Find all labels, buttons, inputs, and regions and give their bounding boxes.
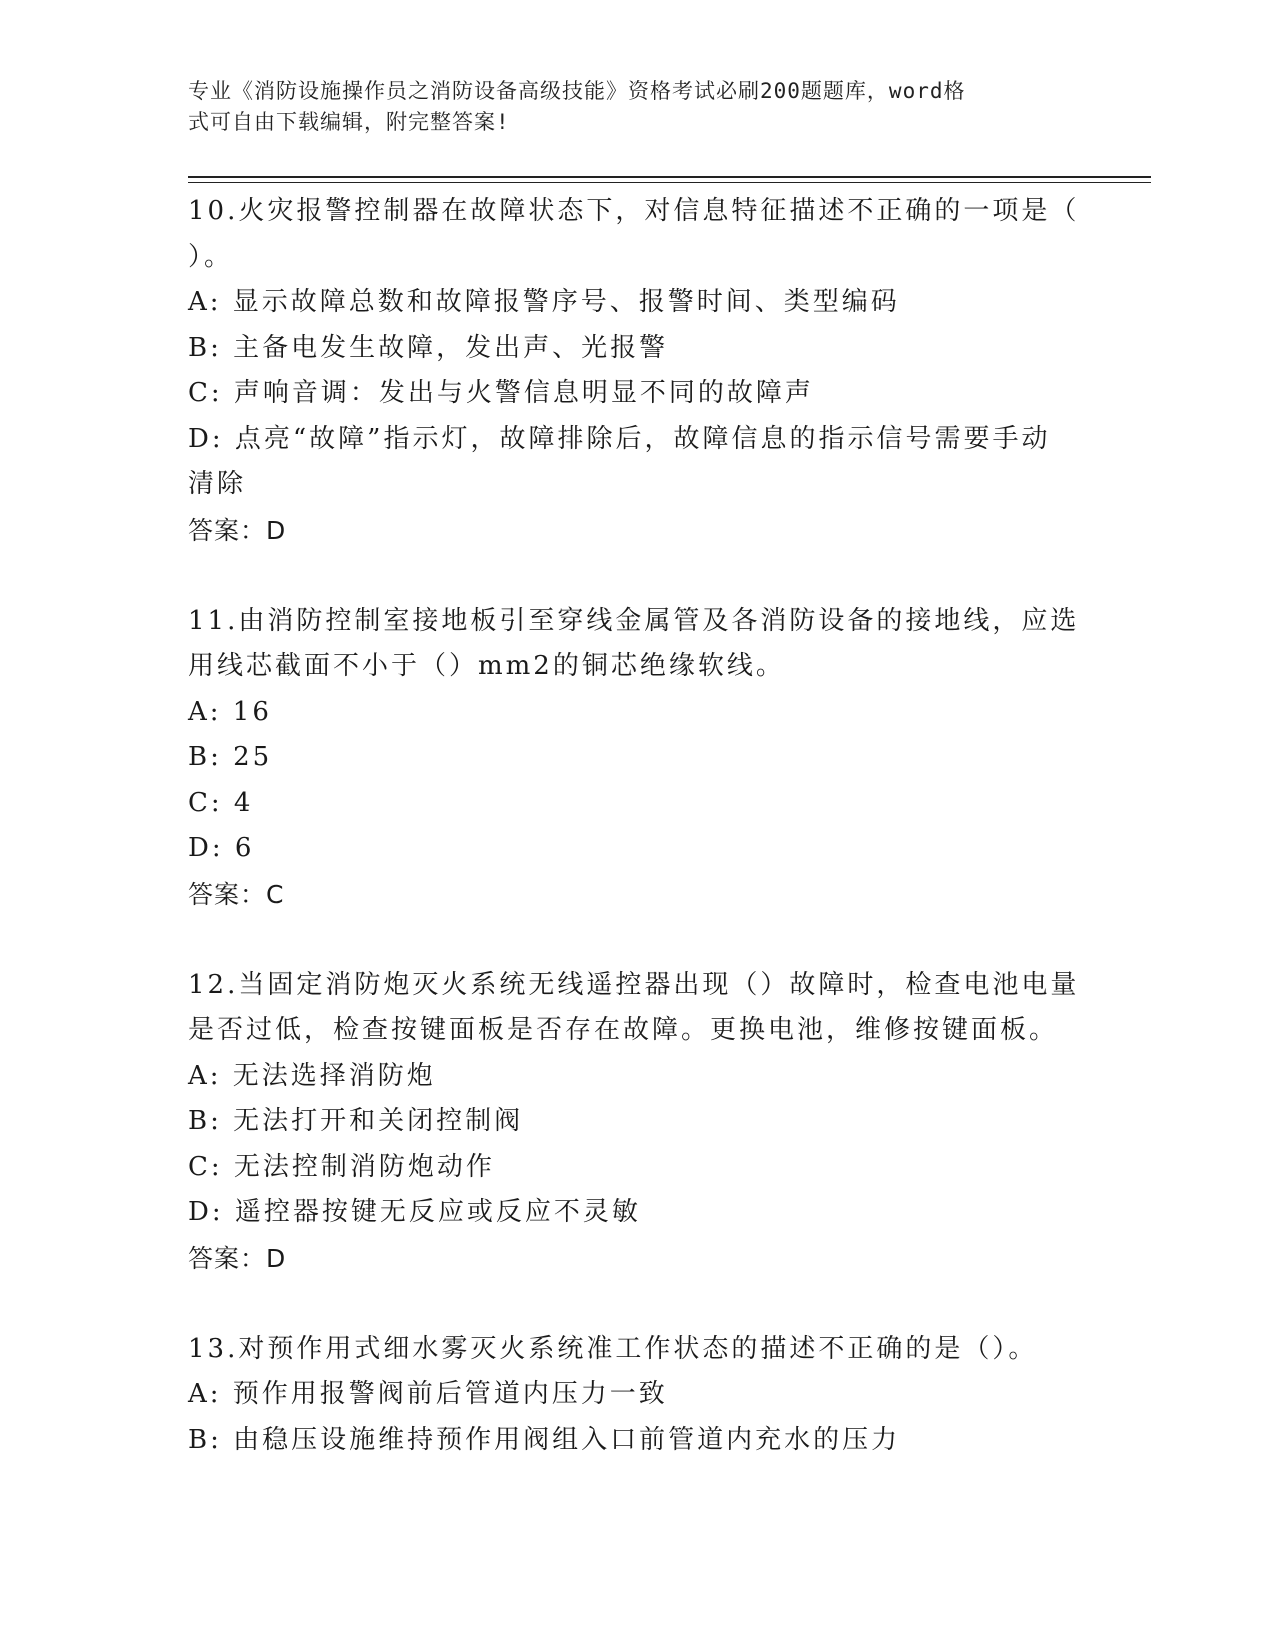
option-c: C: 无法控制消防炮动作	[188, 1151, 495, 1182]
answer-label: 答案：D	[188, 1243, 287, 1273]
question-stem: ）。	[188, 241, 234, 272]
document-header	[188, 76, 1088, 138]
question-stem: 用线芯截面不小于（）mm2的铜芯绝缘软线。	[188, 651, 785, 681]
option-c: C: 声响音调：发出与火警信息明显不同的故障声	[188, 378, 814, 408]
option-a: A: 显示故障总数和故障报警序号、报警时间、类型编码	[188, 287, 900, 317]
question-spacer	[188, 917, 1088, 963]
question-13	[188, 1327, 1088, 1464]
option-b: B: 主备电发生故障，发出声、光报警	[188, 332, 669, 363]
question-stem: 10.火灾报警控制器在故障状态下，对信息特征描述不正确的一项是（	[188, 196, 1080, 226]
option-d: D: 6	[188, 833, 255, 863]
option-b: B: 25	[188, 742, 273, 772]
question-11	[188, 599, 1088, 918]
question-12	[188, 963, 1088, 1282]
option-a: A: 无法选择消防炮	[188, 1060, 436, 1091]
option-d-continued: 清除	[188, 469, 247, 499]
option-b: B: 由稳压设施维持预作用阀组入口前管道内充水的压力	[188, 1424, 901, 1455]
question-stem: 是否过低，检查按键面板是否存在故障。更换电池，维修按键面板。	[188, 1015, 1059, 1045]
header-line-2: 式可自由下载编辑，附完整答案!	[188, 110, 510, 134]
question-spacer	[188, 553, 1088, 599]
option-d: D: 遥控器按键无反应或反应不灵敏	[188, 1197, 641, 1227]
question-10	[188, 189, 1088, 553]
option-c: C: 4	[188, 787, 254, 818]
question-stem: 12.当固定消防炮灭火系统无线遥控器出现（）故障时，检查电池电量	[188, 969, 1080, 1000]
header-line-1: 专业《消防设施操作员之消防设备高级技能》资格考试必刷200题题库，word格	[188, 79, 966, 103]
option-a: A: 16	[188, 696, 272, 727]
option-b: B: 无法打开和关闭控制阀	[188, 1106, 524, 1136]
question-spacer	[188, 1281, 1088, 1327]
option-d: D: 点亮“故障”指示灯，故障排除后，故障信息的指示信号需要手动	[188, 423, 1051, 454]
question-stem: 11.由消防控制室接地板引至穿线金属管及各消防设备的接地线，应选	[188, 605, 1080, 636]
answer-label: 答案：C	[188, 879, 285, 909]
question-stem: 13.对预作用式细水雾灭火系统准工作状态的描述不正确的是（）。	[188, 1333, 1038, 1364]
answer-label: 答案：D	[188, 515, 287, 545]
question-list	[188, 189, 1088, 1463]
option-a: A: 预作用报警阀前后管道内压力一致	[188, 1379, 668, 1409]
header-rule-thin	[188, 182, 1151, 183]
header-rule-thick	[188, 176, 1151, 178]
